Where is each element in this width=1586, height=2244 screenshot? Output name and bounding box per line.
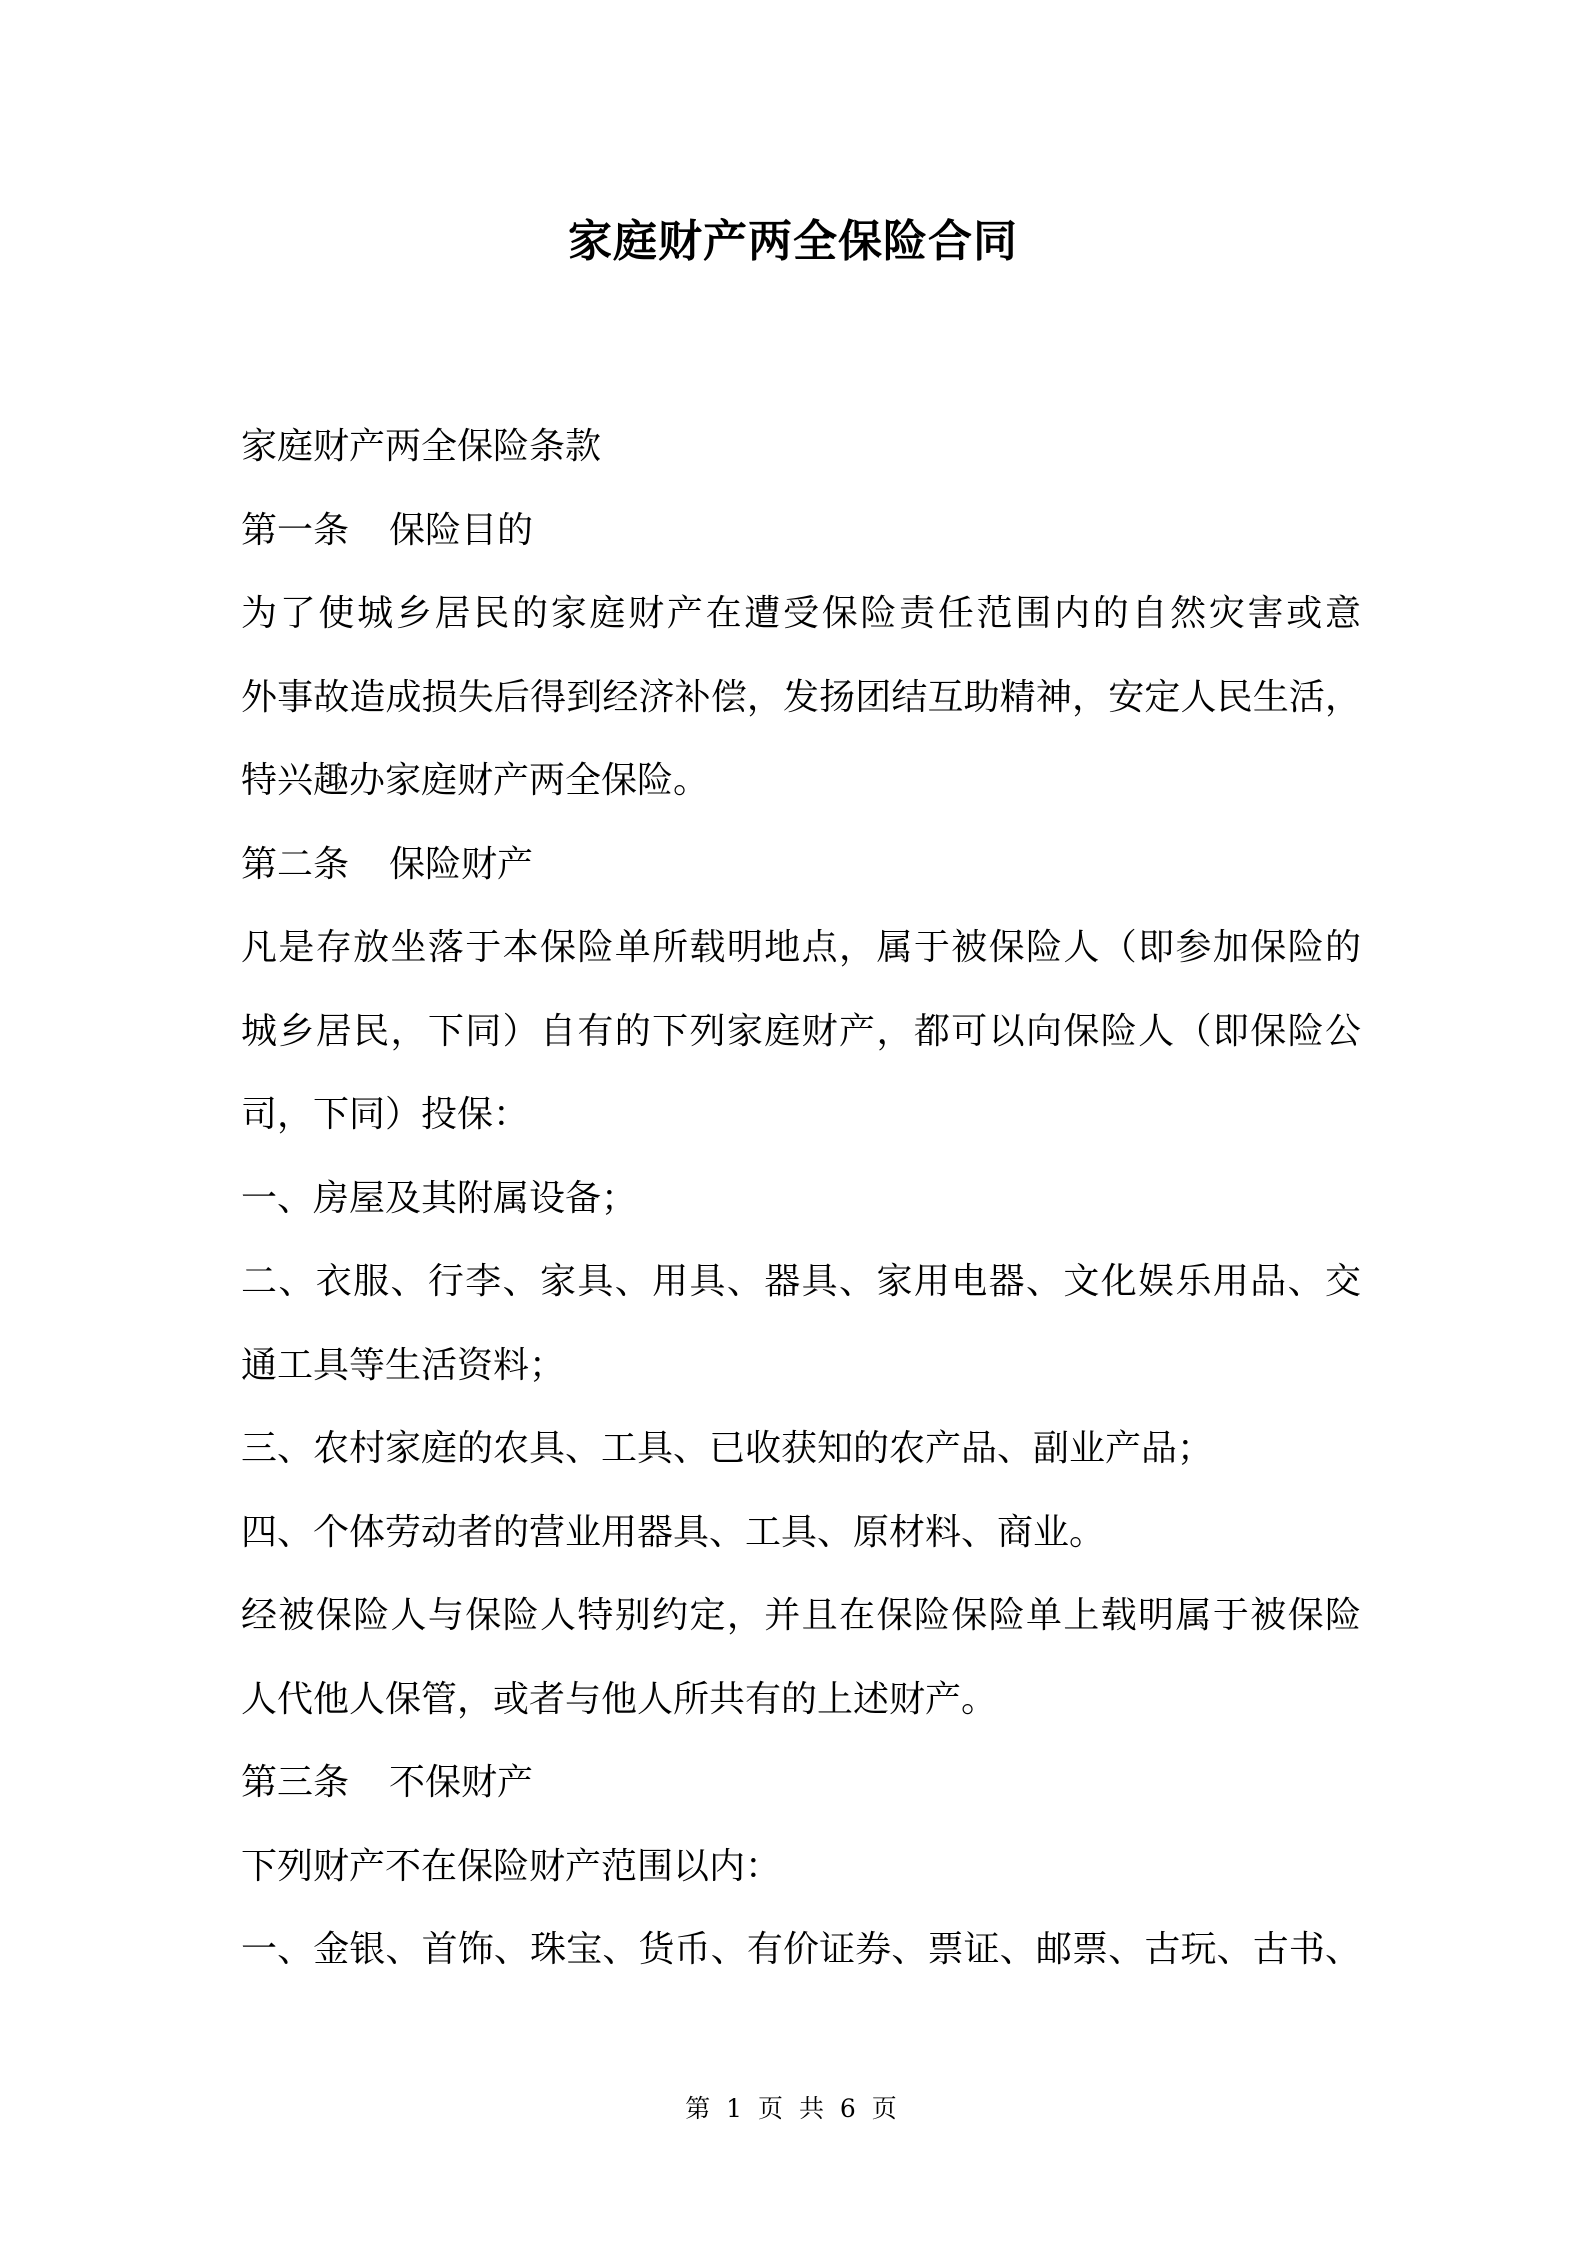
article-1-title: 保险目的 bbox=[389, 509, 534, 551]
document-body bbox=[241, 405, 1361, 1992]
article-3-item-1: 一、金银、首饰、珠宝、货币、有价证券、票证、邮票、古玩、古书、 bbox=[241, 1929, 1361, 1970]
article-2-item-2-cont: 通工具等生活资料； bbox=[241, 1344, 566, 1386]
article-2-line-2: 城乡居民，下同）自有的下列家庭财产，都可以向保险人（即保险公 bbox=[241, 1010, 1361, 1052]
article-3-heading bbox=[241, 1741, 1361, 1825]
article-2-line-3: 司，下同）投保： bbox=[241, 1094, 530, 1135]
article-2-item-4: 四、个体劳动者的营业用器具、工具、原材料、商业。 bbox=[241, 1511, 1106, 1553]
article-2-item-2: 二、衣服、行李、家具、用具、器具、家用电器、文化娱乐用品、交 bbox=[241, 1261, 1361, 1302]
article-1-line-1: 为了使城乡居民的家庭财产在遭受保险责任范围内的自然灾害或意 bbox=[241, 593, 1361, 634]
article-3-line-1: 下列财产不在保险财产范围以内： bbox=[241, 1845, 782, 1887]
clauses-heading: 家庭财产两全保险条款 bbox=[241, 426, 602, 467]
document-title: 家庭财产两全保险合同 bbox=[568, 216, 1018, 267]
article-2-item-3: 三、农村家庭的农具、工具、已收获知的农产品、副业产品； bbox=[241, 1428, 1214, 1469]
page-number: 第 1 页 共 6 页 bbox=[685, 2094, 901, 2123]
article-1-line-2: 外事故造成损失后得到经济补偿，发扬团结互助精神，安定人民生活， bbox=[241, 676, 1361, 718]
article-3-title: 不保财产 bbox=[389, 1762, 534, 1803]
article-1-label: 第一条 bbox=[241, 509, 350, 551]
article-2-line-1: 凡是存放坐落于本保险单所载明地点，属于被保险人（即参加保险的 bbox=[241, 927, 1361, 968]
article-2-item-1: 一、房屋及其附属设备； bbox=[241, 1177, 638, 1219]
article-2-label: 第二条 bbox=[241, 843, 350, 885]
article-2-line-special-2: 人代他人保管，或者与他人所共有的上述财产。 bbox=[241, 1678, 998, 1720]
article-1-heading bbox=[241, 489, 1361, 573]
article-1-line-3: 特兴趣办家庭财产两全保险。 bbox=[241, 760, 710, 801]
article-3-label: 第三条 bbox=[241, 1762, 350, 1803]
article-2-heading bbox=[241, 823, 1361, 907]
article-2-title: 保险财产 bbox=[389, 843, 534, 885]
article-2-line-special-1: 经被保险人与保险人特别约定，并且在保险保险单上载明属于被保险 bbox=[241, 1595, 1361, 1636]
